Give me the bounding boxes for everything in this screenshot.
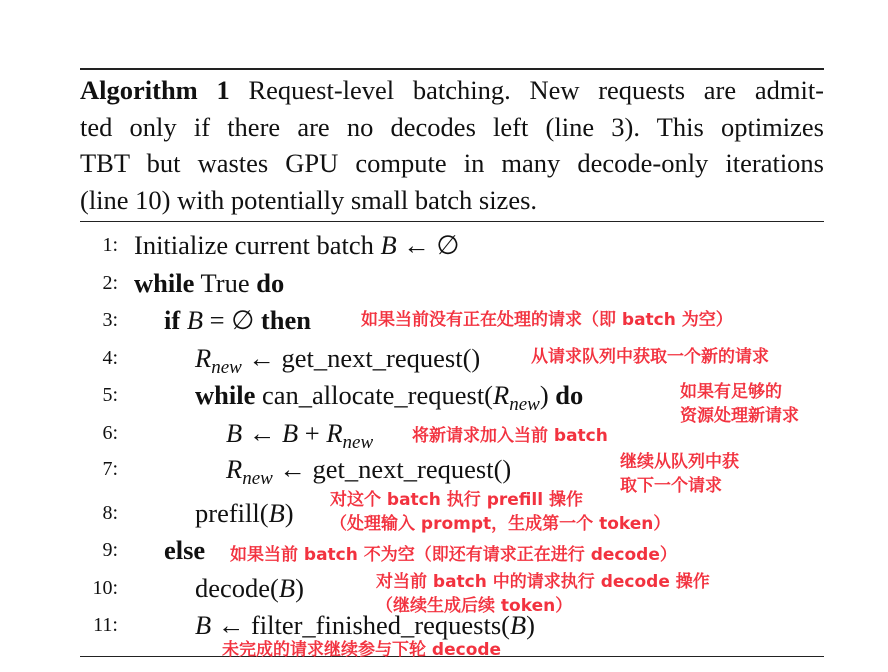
- code-token: B: [268, 498, 285, 528]
- annotation-text: 取下一个请求: [620, 476, 722, 496]
- annotation-text: 如果有足够的: [680, 382, 782, 402]
- annotation-text: 资源处理新请求: [680, 406, 799, 426]
- annotation-text: （处理输入 prompt，生成第一个 token）: [330, 514, 671, 534]
- code-token: Initialize current batch: [134, 230, 381, 260]
- annotation-text: 将新请求加入当前 batch: [412, 426, 608, 446]
- code-token: B: [509, 610, 527, 640]
- line-number: 3:: [102, 309, 118, 331]
- annotation-line11: [222, 638, 501, 662]
- caption-text: Request-level batching. New requests are admit-: [248, 75, 825, 105]
- code-token: can_allocate_request(: [255, 380, 494, 410]
- code-token: prefill(: [195, 498, 269, 528]
- algorithm-line: [164, 305, 311, 336]
- annotation-line5: [680, 380, 799, 428]
- annotation-line4: [531, 345, 769, 369]
- code-token: ← get_next_request(): [272, 454, 512, 484]
- keyword: do: [555, 380, 584, 410]
- keyword: while: [195, 380, 256, 410]
- algorithm-label: Algorithm 1: [80, 75, 230, 105]
- code-token: B: [195, 610, 212, 640]
- algorithm-line: [134, 268, 284, 299]
- code-token: B: [226, 418, 243, 448]
- code-token: new: [242, 468, 273, 489]
- annotation-line3: [361, 308, 733, 332]
- code-token: B: [278, 573, 296, 603]
- algorithm-line: [195, 573, 304, 604]
- annotation-text: 继续从队列中获: [620, 452, 739, 472]
- line-number: 9:: [102, 539, 118, 561]
- top-rule: [80, 68, 824, 70]
- code-token: True: [194, 268, 257, 298]
- code-token: new: [342, 432, 374, 453]
- annotation-line8: [330, 488, 670, 536]
- code-token: R: [226, 454, 243, 484]
- annotation-text: 如果当前没有正在处理的请求（即 batch 为空）: [361, 310, 733, 330]
- keyword: if: [164, 305, 181, 335]
- keyword: while: [134, 268, 195, 298]
- line-number: 2:: [102, 272, 118, 294]
- code-token: new: [211, 357, 242, 378]
- code-token: ← get_next_request(): [241, 343, 481, 373]
- algorithm-line: [195, 343, 480, 379]
- annotation-text: 对当前 batch 中的请求执行 decode 操作: [376, 572, 710, 592]
- code-token: ← filter_finished_requests(: [211, 610, 510, 640]
- caption-line-2: ted only if there are no decodes left (line 3). This optimizes: [80, 112, 824, 142]
- code-token: R: [493, 380, 510, 410]
- code-token: ): [539, 380, 556, 410]
- algorithm-line: [195, 380, 583, 416]
- caption-line-4: (line 10) with potentially small batch sizes.: [80, 185, 538, 215]
- code-token: R: [326, 418, 343, 448]
- code-token: ←: [242, 418, 282, 448]
- algorithm-line: [226, 454, 511, 490]
- code-token: ): [526, 610, 535, 640]
- annotation-line10: [376, 570, 710, 618]
- annotation-line9: [230, 543, 677, 567]
- line-number: 10:: [92, 577, 118, 599]
- code-token: new: [509, 394, 540, 415]
- line-number: 4:: [102, 347, 118, 369]
- caption-line-3: TBT but wastes GPU compute in many decode-only iterations: [80, 148, 824, 178]
- code-token: ): [284, 498, 294, 528]
- line-number: 11:: [93, 614, 118, 636]
- annotation-text: （继续生成后续 token）: [376, 596, 573, 616]
- annotation-line6: [412, 424, 608, 448]
- keyword: then: [260, 305, 311, 335]
- code-token: decode(: [195, 573, 279, 603]
- line-number: 5:: [102, 384, 118, 406]
- code-token: ): [295, 573, 304, 603]
- annotation-text: 未完成的请求继续参与下轮 decode: [222, 640, 502, 660]
- line-number: 6:: [102, 422, 118, 444]
- caption-line-1: [80, 72, 824, 109]
- annotation-text: 如果当前 batch 不为空（即还有请求正在进行 decode）: [230, 545, 677, 565]
- algorithm-line: [226, 418, 373, 454]
- line-number: 7:: [102, 458, 118, 480]
- algorithm-line: [195, 498, 294, 529]
- code-token: = ∅: [203, 305, 261, 335]
- caption-rule: [80, 221, 824, 222]
- code-token: R: [195, 343, 212, 373]
- keyword: do: [256, 268, 285, 298]
- algorithm-line: [164, 535, 205, 566]
- code-token: ← ∅: [396, 230, 460, 260]
- annotation-text: 对这个 batch 执行 prefill 操作: [330, 490, 583, 510]
- keyword: else: [164, 535, 206, 565]
- line-number: 8:: [102, 502, 118, 524]
- line-number: 1:: [102, 234, 118, 256]
- code-token: B: [281, 418, 299, 448]
- algorithm-line: [134, 230, 460, 261]
- code-token: B: [180, 305, 203, 335]
- code-token: B: [380, 230, 397, 260]
- code-token: +: [298, 418, 327, 448]
- annotation-text: 从请求队列中获取一个新的请求: [531, 347, 769, 367]
